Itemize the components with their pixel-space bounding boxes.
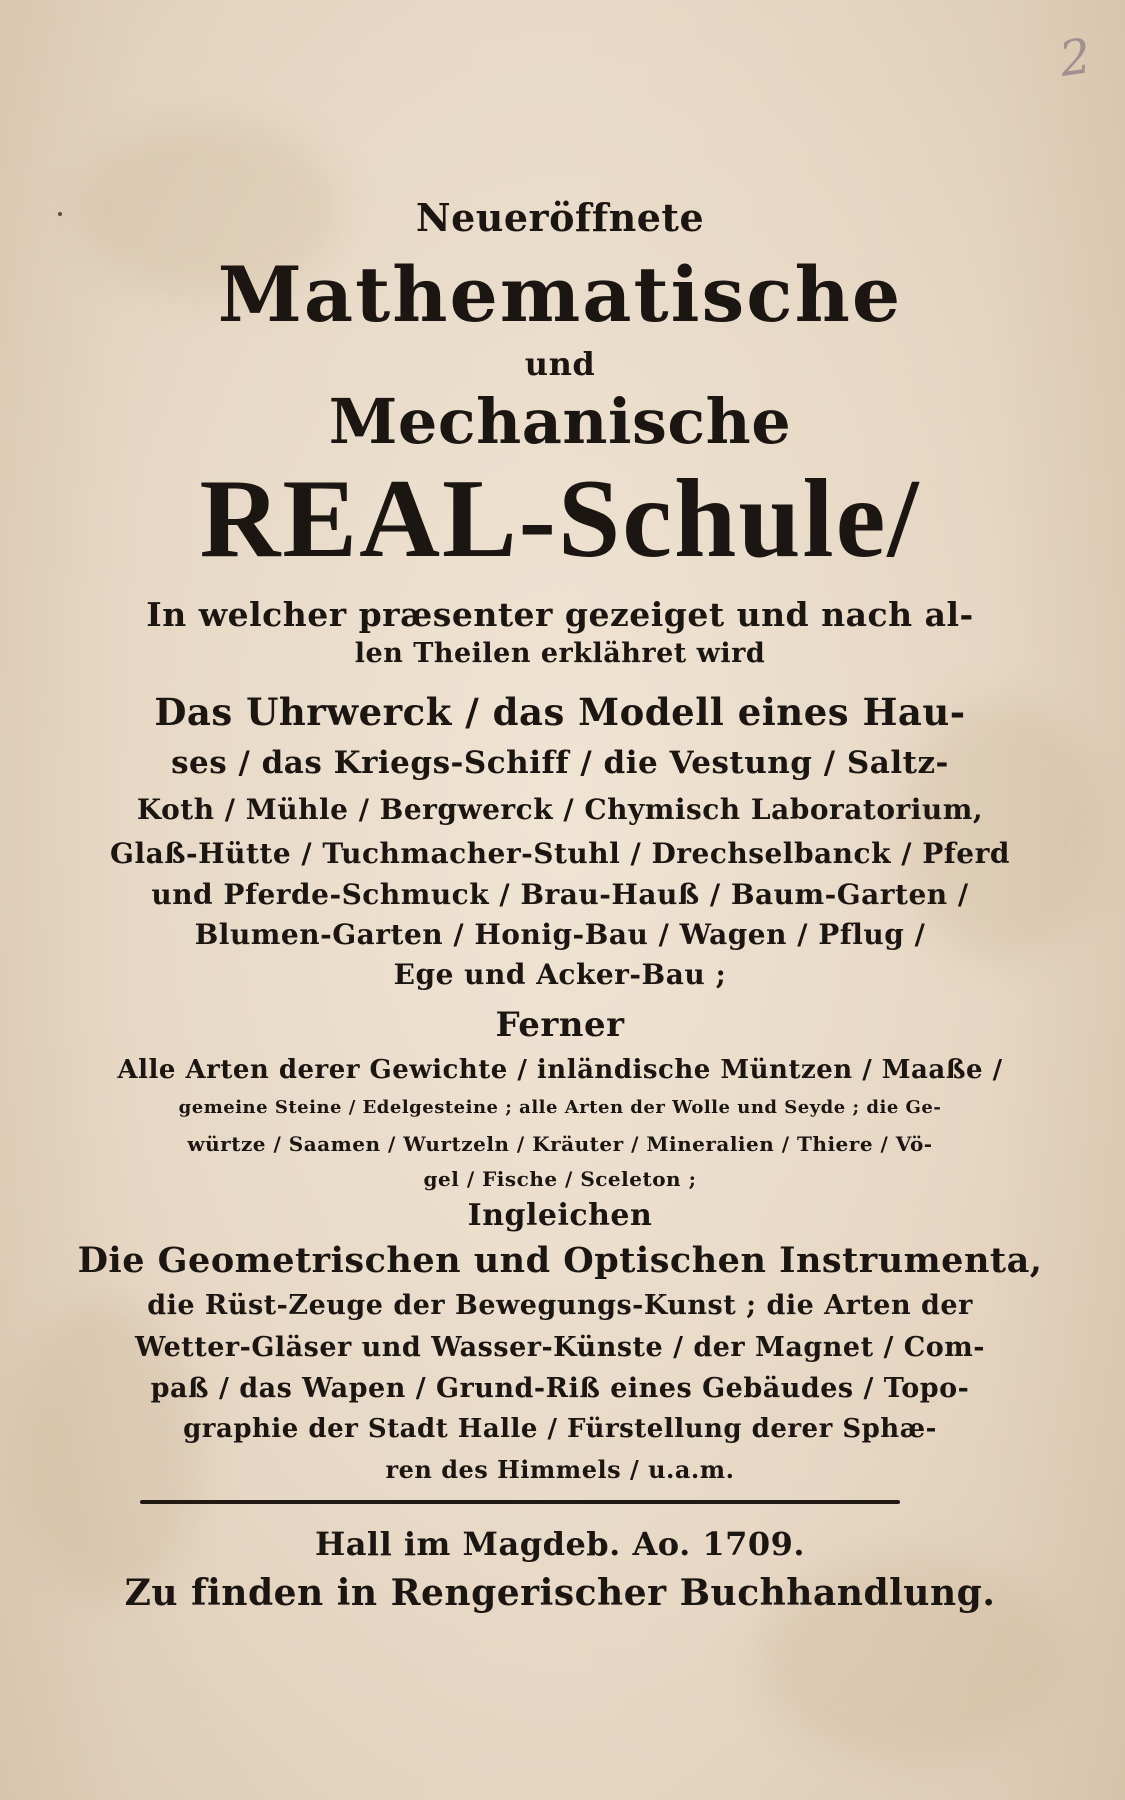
- title-line-mechanische: Mechanische: [328, 385, 792, 458]
- contents-part2-line-2: gemeine Steine / Edelgesteine ; alle Arten der Wolle und Seyde ; die Ge-: [178, 1097, 942, 1118]
- title-page: [60, 0, 1060, 1800]
- subtitle-line-1: In welcher præsenter gezeiget und nach al-: [146, 595, 974, 634]
- contents-part1-line-7: Ege und Acker-Bau ;: [393, 958, 727, 991]
- title-line-neueroeffnete: Neueröffnete: [415, 195, 705, 240]
- contents-part2-line-4: gel / Fische / Sceleton ;: [423, 1167, 697, 1191]
- contents-part1-line-4: Glaß-Hütte / Tuchmacher-Stuhl / Drechselbanck / Pferd: [110, 837, 1010, 870]
- contents-part3-line-6: ren des Himmels / u.a.m.: [385, 1455, 735, 1484]
- imprint-place-date: Hall im Magdeb. Ao. 1709.: [314, 1525, 806, 1563]
- contents-part2-line-3: würtze / Saamen / Wurtzeln / Kräuter / Mineralien / Thiere / Vö-: [187, 1132, 933, 1156]
- imprint-publisher: Zu finden in Rengerischer Buchhandlung.: [124, 1572, 996, 1614]
- contents-part1-line-5: und Pferde-Schmuck / Brau-Hauß / Baum-Garten /: [151, 878, 969, 911]
- contents-part1-line-1: Das Uhrwerck / das Modell eines Hau-: [154, 690, 966, 734]
- contents-part1-line-2: ses / das Kriegs-Schiff / die Vestung / Saltz-: [171, 745, 949, 781]
- contents-part3-line-3: Wetter-Gläser und Wasser-Künste / der Magnet / Com-: [135, 1332, 985, 1363]
- contents-part3-line-5: graphie der Stadt Halle / Fürstellung derer Sphæ-: [183, 1414, 937, 1444]
- contents-part2-line-1: Alle Arten derer Gewichte / inländische Müntzen / Maaße /: [117, 1055, 1003, 1085]
- contents-part1-line-6: Blumen-Garten / Honig-Bau / Wagen / Pflug /: [194, 918, 926, 951]
- contents-part1-line-3: Koth / Mühle / Bergwerck / Chymisch Laboratorium,: [136, 793, 984, 826]
- subtitle-line-2: len Theilen erklähret wird: [354, 638, 766, 669]
- title-line-und: und: [524, 345, 596, 383]
- contents-part3-line-2: die Rüst-Zeuge der Bewegungs-Kunst ; die Arten der: [147, 1290, 973, 1321]
- contents-part3-line-4: paß / das Wapen / Grund-Riß eines Gebäudes / Topo-: [150, 1373, 970, 1404]
- ferner-heading: Ferner: [495, 1005, 625, 1045]
- horizontal-rule: [140, 1500, 900, 1504]
- ingleichen-heading: Ingleichen: [467, 1198, 653, 1233]
- title-line-real-schule: REAL-Schule/: [199, 457, 921, 581]
- page-number: 2: [1056, 28, 1095, 88]
- contents-part3-line-1: Die Geometrischen und Optischen Instrumenta,: [77, 1240, 1043, 1281]
- title-line-mathematische: Mathematische: [217, 250, 903, 339]
